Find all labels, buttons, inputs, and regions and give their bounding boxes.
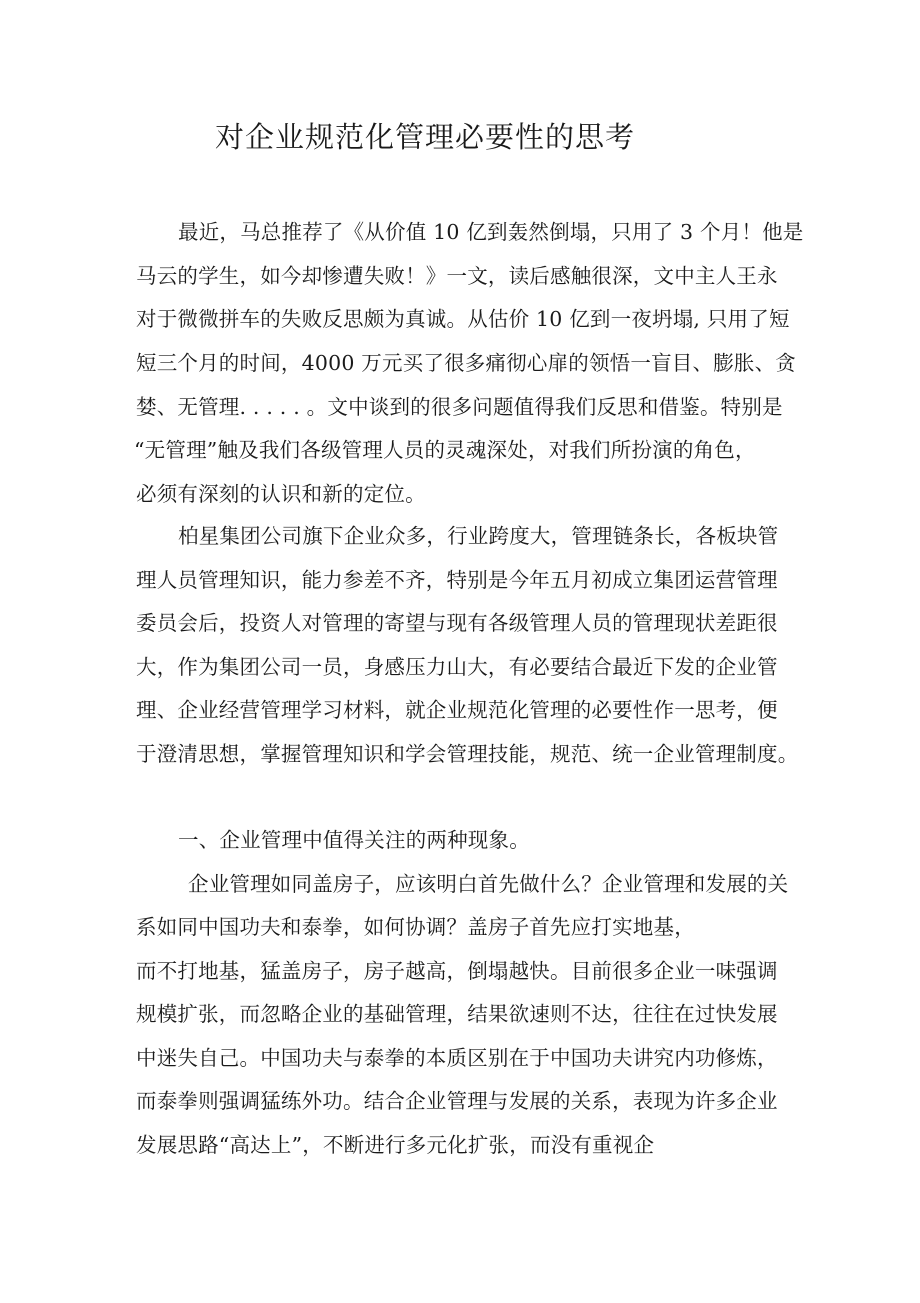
text-line: 委员会后，投资人对管理的寄望与现有各级管理人员的管理现状差距很 <box>136 611 778 635</box>
text-line: 规模扩张，而忽略企业的基础管理，结果欲速则不达，往往在过快发展 <box>136 1002 778 1026</box>
text-line: 系如同中国功夫和泰拳，如何协调？盖房子首先应打实地基， <box>136 915 695 939</box>
text-line: 而泰拳则强调猛练外功。结合企业管理与发展的关系，表现为许多企业 <box>136 1089 778 1113</box>
section-heading: 一、企业管理中值得关注的两种现象。 <box>178 828 530 852</box>
text-line: 而不打地基，猛盖房子，房子越高，倒塌越快。目前很多企业一味强调 <box>136 959 778 983</box>
text-line: 马云的学生，如今却惨遭失败！》一文，读后感触很深，文中主人王永 <box>136 264 778 288</box>
text-line: 理、企业经营管理学习材料，就企业规范化管理的必要性作一思考，便 <box>136 698 778 722</box>
text-line: 大，作为集团公司一员，身感压力山大，有必要结合最近下发的企业管 <box>136 655 778 679</box>
text-line: 中迷失自己。中国功夫与泰拳的本质区别在于中国功夫讲究内功修炼， <box>136 1046 778 1070</box>
text-line: 短三个月的时间，4000 万元买了很多痛彻心扉的领悟一盲目、膨胀、贪 <box>136 351 796 375</box>
text-line: 发展思路“高达上”，不断进行多元化扩张，而没有重视企 <box>136 1133 655 1157</box>
text-line: 企业管理如同盖房子，应该明白首先做什么？企业管理和发展的关 <box>188 872 789 896</box>
text-line: “无管理”触及我们各级管理人员的灵魂深处，对我们所扮演的角色， <box>134 438 756 462</box>
text-line: 婪、无管理. . . . . 。文中谈到的很多问题值得我们反思和借鉴。特别是 <box>136 395 783 419</box>
page-title: 对企业规范化管理必要性的思考 <box>214 120 635 154</box>
text-line: 对于微微拼车的失败反思颇为真诚。从估价 10 亿到一夜坍塌, 只用了短 <box>136 307 790 331</box>
text-line: 柏星集团公司旗下企业众多，行业跨度大，管理链条长，各板块管 <box>178 524 779 548</box>
text-line: 最近，马总推荐了《从价值 10 亿到轰然倒塌，只用了 3 个月！他是 <box>178 220 804 244</box>
text-line: 理人员管理知识，能力参差不齐，特别是今年五月初成立集团运营管理 <box>136 568 778 592</box>
text-line: 必须有深刻的认识和新的定位。 <box>136 482 426 506</box>
text-line: 于澄清思想，掌握管理知识和学会管理技能，规范、统一企业管理制度。 <box>136 742 799 766</box>
